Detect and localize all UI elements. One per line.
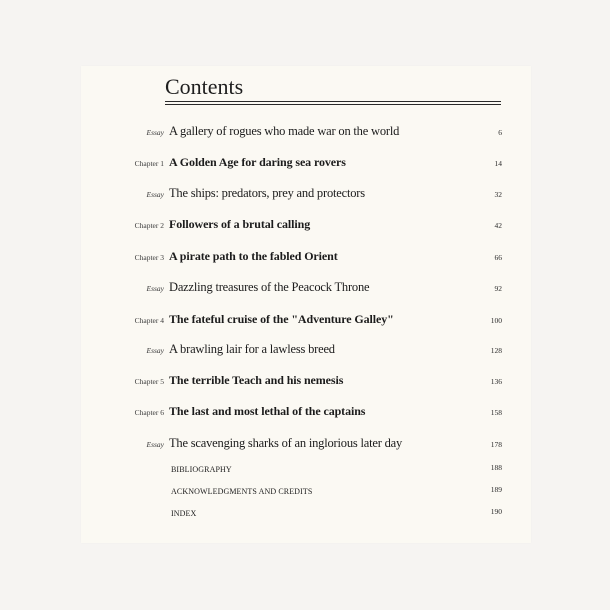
chapter-label: Chapter 6	[134, 408, 164, 417]
entry-title: A gallery of rogues who made war on the world	[169, 124, 400, 138]
page-number: 92	[494, 284, 502, 293]
essay-label: Essay	[146, 284, 164, 293]
chapter-label: Chapter 2	[134, 221, 164, 230]
chapter-label: Chapter 4	[134, 316, 164, 325]
entry-title: The terrible Teach and his nemesis	[169, 373, 344, 387]
toc-entry	[81, 151, 531, 171]
page-number: 190	[490, 507, 502, 516]
entry-title: INDEX	[171, 509, 197, 518]
toc-entry	[81, 400, 531, 420]
entry-title: Dazzling treasures of the Peacock Throne	[169, 280, 370, 294]
entry-title: Followers of a brutal calling	[169, 217, 311, 231]
essay-label: Essay	[146, 440, 164, 449]
toc-entry	[81, 213, 531, 233]
page-number: 100	[490, 316, 502, 325]
toc-entry	[81, 308, 531, 328]
page-number: 136	[490, 377, 502, 386]
page-number: 178	[490, 440, 502, 449]
entry-title: The scavenging sharks of an inglorious later day	[169, 436, 403, 450]
entry-title: BIBLIOGRAPHY	[171, 465, 232, 474]
chapter-label: Chapter 5	[134, 377, 164, 386]
toc-entry	[81, 276, 531, 296]
page-number: 6	[498, 128, 502, 137]
page-number: 189	[490, 485, 502, 494]
page-title: Contents	[165, 74, 244, 99]
entry-title: ACKNOWLEDGMENTS AND CREDITS	[171, 487, 313, 496]
page-number: 66	[494, 253, 502, 262]
entry-title: The fateful cruise of the "Adventure Galley"	[169, 312, 394, 326]
entry-title: A pirate path to the fabled Orient	[169, 249, 338, 263]
entry-title: A brawling lair for a lawless breed	[169, 342, 335, 356]
entry-title: The last and most lethal of the captains	[169, 404, 366, 418]
toc-entry	[81, 477, 531, 497]
page-number: 128	[490, 346, 502, 355]
table-of-contents	[81, 66, 531, 543]
page-number: 32	[494, 190, 502, 199]
essay-label: Essay	[146, 346, 164, 355]
page-number: 14	[494, 159, 502, 168]
page-number: 158	[490, 408, 502, 417]
chapter-label: Chapter 3	[134, 253, 164, 262]
toc-entry	[81, 499, 531, 519]
entry-title: A Golden Age for daring sea rovers	[169, 155, 346, 169]
toc-entry	[81, 338, 531, 358]
toc-entry	[81, 455, 531, 475]
toc-entry	[81, 245, 531, 265]
entry-title: The ships: predators, prey and protectors	[169, 186, 365, 200]
page-number: 188	[490, 463, 502, 472]
toc-entry	[81, 182, 531, 202]
toc-entry	[81, 432, 531, 452]
toc-entry	[81, 369, 531, 389]
essay-label: Essay	[146, 128, 164, 137]
chapter-label: Chapter 1	[134, 159, 164, 168]
contents-page	[81, 66, 531, 543]
page-number: 42	[494, 221, 502, 230]
toc-entry	[81, 120, 531, 140]
essay-label: Essay	[146, 190, 164, 199]
